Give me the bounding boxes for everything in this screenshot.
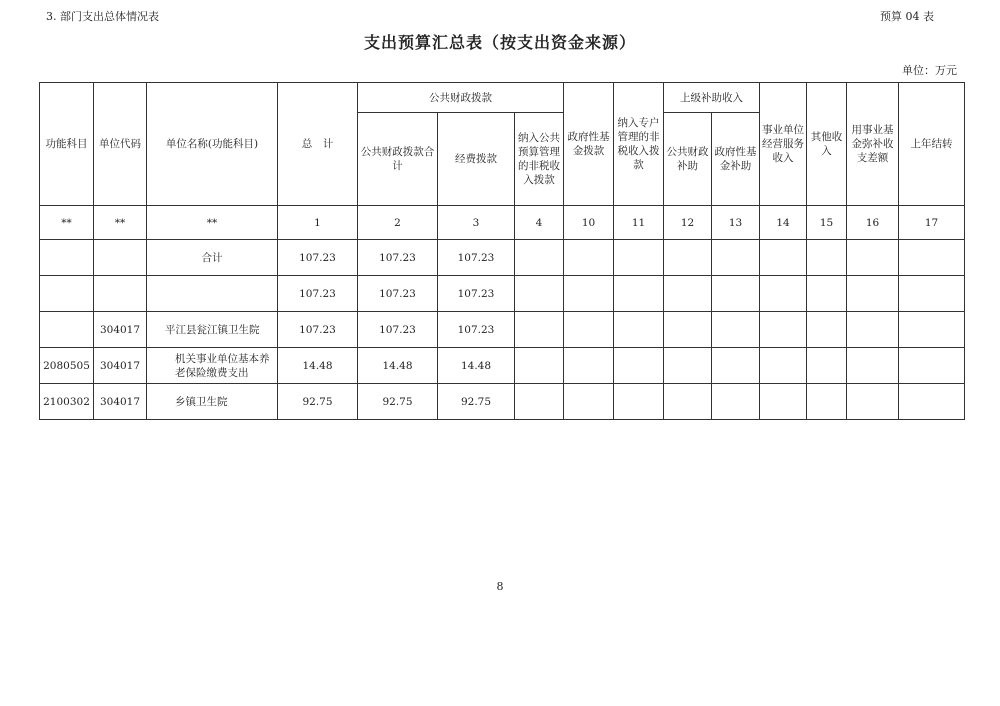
func-code-cell: 2100302 [40, 384, 94, 420]
col-other-income: 其他收入 [807, 83, 847, 206]
index-cell: 13 [712, 206, 760, 240]
col-higher-fund: 政府性基金补助 [712, 113, 760, 206]
table-row [40, 384, 965, 420]
table-number: 预算 04 表 [880, 10, 934, 23]
unit-label: 单位：万元 [902, 64, 957, 77]
col-public-group: 公共财政拨款 [358, 83, 564, 113]
table-row [40, 276, 965, 312]
budget-table [39, 82, 965, 420]
index-cell: ** [40, 206, 94, 240]
table-row [40, 312, 965, 348]
index-cell: 12 [664, 206, 712, 240]
page-number: 8 [496, 580, 504, 593]
index-cell: 4 [515, 206, 564, 240]
public-subtotal-cell: 107.23 [358, 276, 438, 312]
expense-cell: 107.23 [438, 276, 515, 312]
unit-name-cell: 机关事业单位基本养老保险缴费支出 [147, 348, 278, 384]
col-public-subtotal: 公共财政拨款合计 [358, 113, 438, 206]
index-cell: 2 [358, 206, 438, 240]
func-code-cell [40, 312, 94, 348]
func-code-cell: 2080505 [40, 348, 94, 384]
index-cell: 15 [807, 206, 847, 240]
col-func-code: 功能科目 [40, 83, 94, 206]
col-higher-public: 公共财政补助 [664, 113, 712, 206]
public-subtotal-cell: 14.48 [358, 348, 438, 384]
index-cell: 17 [899, 206, 965, 240]
unit-code-cell [94, 240, 147, 276]
col-total: 总 计 [278, 83, 358, 206]
index-cell: 1 [278, 206, 358, 240]
col-biz-income: 事业单位经营服务收入 [760, 83, 807, 206]
col-unit-code: 单位代码 [94, 83, 147, 206]
col-unit-name: 单位名称(功能科目) [147, 83, 278, 206]
col-expense: 经费拨款 [438, 113, 515, 206]
section-label: 3. 部门支出总体情况表 [46, 10, 159, 23]
index-cell: 14 [760, 206, 807, 240]
index-cell: ** [94, 206, 147, 240]
index-cell: ** [147, 206, 278, 240]
expense-cell: 92.75 [438, 384, 515, 420]
unit-name-cell: 乡镇卫生院 [147, 384, 278, 420]
index-cell: 3 [438, 206, 515, 240]
total-cell: 107.23 [278, 276, 358, 312]
public-subtotal-cell: 107.23 [358, 312, 438, 348]
col-nontax-special: 纳入专户管理的非税收入拨款 [614, 83, 664, 206]
public-subtotal-cell: 107.23 [358, 240, 438, 276]
total-cell: 107.23 [278, 312, 358, 348]
expense-cell: 107.23 [438, 312, 515, 348]
total-cell: 107.23 [278, 240, 358, 276]
col-higher-group: 上级补助收入 [664, 83, 760, 113]
table-row [40, 348, 965, 384]
index-row [40, 206, 965, 240]
unit-name-cell: 合计 [147, 240, 278, 276]
page-title: 支出预算汇总表（按支出资金来源） [363, 33, 636, 52]
expense-cell: 14.48 [438, 348, 515, 384]
unit-code-cell: 304017 [94, 312, 147, 348]
func-code-cell [40, 240, 94, 276]
index-cell: 10 [564, 206, 614, 240]
func-code-cell [40, 276, 94, 312]
total-cell: 92.75 [278, 384, 358, 420]
unit-code-cell: 304017 [94, 348, 147, 384]
unit-name-cell: 平江县瓮江镇卫生院 [147, 312, 278, 348]
public-subtotal-cell: 92.75 [358, 384, 438, 420]
col-gov-fund: 政府性基金拨款 [564, 83, 614, 206]
unit-code-cell: 304017 [94, 384, 147, 420]
total-cell: 14.48 [278, 348, 358, 384]
index-cell: 16 [847, 206, 899, 240]
index-cell: 11 [614, 206, 664, 240]
unit-name-cell [147, 276, 278, 312]
col-carryover: 上年结转 [899, 83, 965, 206]
unit-code-cell [94, 276, 147, 312]
table-row [40, 240, 965, 276]
expense-cell: 107.23 [438, 240, 515, 276]
col-biz-fund: 用事业基金弥补收支差额 [847, 83, 899, 206]
col-nontax-public: 纳入公共预算管理的非税收入拨款 [515, 113, 564, 206]
